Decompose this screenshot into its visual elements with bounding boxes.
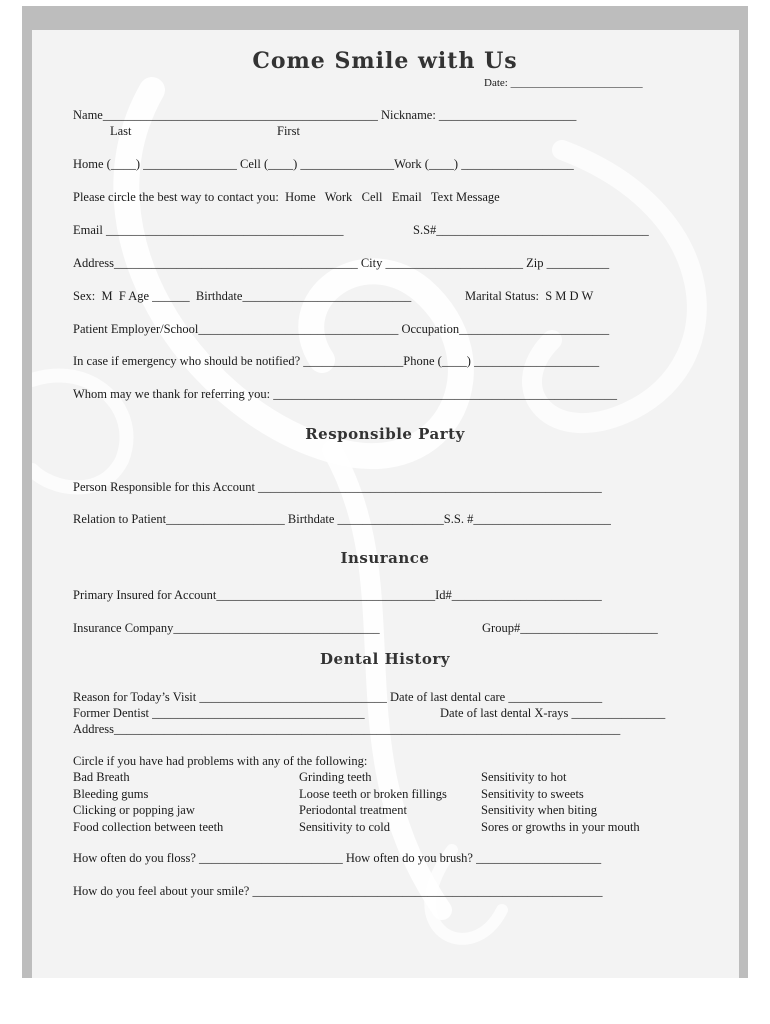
phone-fields[interactable]: Home (____) _______________ Cell (____) _______________Work (____) __________________ xyxy=(73,157,574,171)
sex-age-birthdate-field[interactable]: Sex: M F Age ______ Birthdate___________________________ xyxy=(73,289,412,303)
dental-history-heading: Dental History xyxy=(320,650,450,668)
insurance-heading: Insurance xyxy=(340,549,430,567)
problems-column-2 xyxy=(299,769,447,835)
dentist-address-field[interactable]: Address_________________________________________________________________________________ xyxy=(73,722,621,736)
problem-option[interactable]: Grinding teeth xyxy=(299,770,372,784)
smile-feeling-field[interactable]: How do you feel about your smile? ________________________________________________________ xyxy=(73,884,603,898)
problem-option[interactable]: Clicking or popping jaw xyxy=(73,803,195,817)
group-number-field[interactable]: Group#______________________ xyxy=(482,621,658,635)
ssn-field[interactable]: S.S#__________________________________ xyxy=(413,223,649,237)
problem-option[interactable]: Bleeding gums xyxy=(73,786,149,801)
swirl-ornament xyxy=(32,30,739,978)
problem-option[interactable]: Food collection between teeth xyxy=(73,819,224,834)
problem-option[interactable]: Loose teeth or broken fillings xyxy=(299,786,447,801)
former-dentist-field[interactable]: Former Dentist __________________________________ xyxy=(73,706,365,720)
problems-column-3 xyxy=(481,769,640,835)
responsible-party-heading: Responsible Party xyxy=(305,425,465,443)
emergency-contact-field[interactable]: In case if emergency who should be notified? ________________Phone (____) ____________________ xyxy=(73,354,600,368)
insurance-company-field[interactable]: Insurance Company_________________________________ xyxy=(73,621,380,635)
problem-option[interactable]: Sores or growths in your mouth xyxy=(481,819,640,834)
relation-field[interactable]: Relation to Patient___________________ Birthdate _________________S.S. #______________________ xyxy=(73,512,611,526)
problem-option[interactable]: Sensitivity to hot xyxy=(481,770,567,784)
visit-reason-field[interactable]: Reason for Today’s Visit ______________________________ Date of last dental care _______________ xyxy=(73,690,603,704)
responsible-person-field[interactable]: Person Responsible for this Account _______________________________________________________ xyxy=(73,480,602,494)
form-paper xyxy=(32,30,739,978)
marital-status-field[interactable]: Marital Status: S M D W xyxy=(465,289,594,303)
last-name-label: Last xyxy=(110,124,132,138)
last-xrays-field[interactable]: Date of last dental X-rays _______________ xyxy=(440,706,666,720)
employer-field[interactable]: Patient Employer/School________________________________ Occupation________________________ xyxy=(73,322,610,336)
name-field[interactable]: Name____________________________________________ Nickname: ______________________ xyxy=(73,108,577,122)
problem-option[interactable]: Bad Breath xyxy=(73,770,130,784)
problem-option[interactable]: Periodontal treatment xyxy=(299,803,407,817)
problem-option[interactable]: Sensitivity when biting xyxy=(481,803,597,817)
problem-option[interactable]: Sensitivity to sweets xyxy=(481,786,584,801)
contact-preference[interactable]: Please circle the best way to contact you: Home Work Cell Email Text Message xyxy=(73,190,500,204)
date-field[interactable]: Date: ________________________ xyxy=(484,77,643,89)
problems-intro: Circle if you have had problems with any of the following: xyxy=(73,754,368,768)
primary-insured-field[interactable]: Primary Insured for Account___________________________________Id#________________________ xyxy=(73,588,602,602)
first-name-label: First xyxy=(277,124,300,138)
problems-column-1 xyxy=(73,769,223,835)
form-title: Come Smile with Us xyxy=(252,48,518,74)
floss-brush-field[interactable]: How often do you floss? _______________________ How often do you brush? ____________________ xyxy=(73,851,602,865)
problem-option[interactable]: Sensitivity to cold xyxy=(299,819,390,834)
referral-field[interactable]: Whom may we thank for referring you: _______________________________________________________ xyxy=(73,387,618,401)
email-field[interactable]: Email ______________________________________ xyxy=(73,223,344,237)
address-field[interactable]: Address_______________________________________ City ______________________ Zip __________ xyxy=(73,256,610,270)
